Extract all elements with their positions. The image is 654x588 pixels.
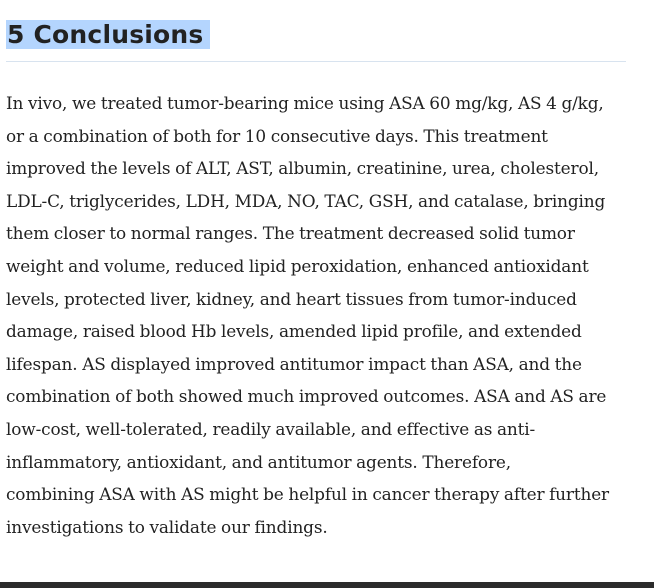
section-heading-text[interactable]: 5 Conclusions (6, 20, 210, 49)
paragraph-line: improved the levels of ALT, AST, albumin, creatinine, urea, cholesterol, (6, 158, 599, 179)
conclusions-paragraph (6, 87, 636, 543)
heading-divider (6, 61, 626, 62)
bottom-bar (0, 582, 654, 588)
paragraph-line: combining ASA with AS might be helpful in cancer therapy after further (6, 484, 609, 505)
paragraph-line: them closer to normal ranges. The treatment decreased solid tumor (6, 223, 575, 244)
paragraph-line: In vivo, we treated tumor-bearing mice using ASA 60 mg/kg, AS 4 g/kg, (6, 93, 604, 113)
paragraph-line: combination of both showed much improved outcomes. ASA and AS are (6, 386, 607, 407)
section-heading (6, 18, 210, 52)
paragraph-line: or a combination of both for 10 consecutive days. This treatment (6, 125, 548, 146)
paragraph-line: levels, protected liver, kidney, and heart tissues from tumor-induced (6, 288, 577, 309)
paragraph-line: weight and volume, reduced lipid peroxidation, enhanced antioxidant (6, 255, 589, 276)
selected-text[interactable] (6, 87, 636, 543)
paragraph-line: inflammatory, antioxidant, and antitumor agents. Therefore, (6, 451, 511, 472)
paragraph-line: lifespan. AS displayed improved antitumor impact than ASA, and the (6, 353, 582, 374)
paragraph-line: LDL-C, triglycerides, LDH, MDA, NO, TAC, GSH, and catalase, bringing (6, 190, 606, 211)
paragraph-line: damage, raised blood Hb levels, amended lipid profile, and extended (6, 321, 582, 342)
paragraph-line: low-cost, well-tolerated, readily available, and effective as anti- (6, 418, 536, 439)
paragraph-line: investigations to validate our findings. (6, 516, 328, 537)
